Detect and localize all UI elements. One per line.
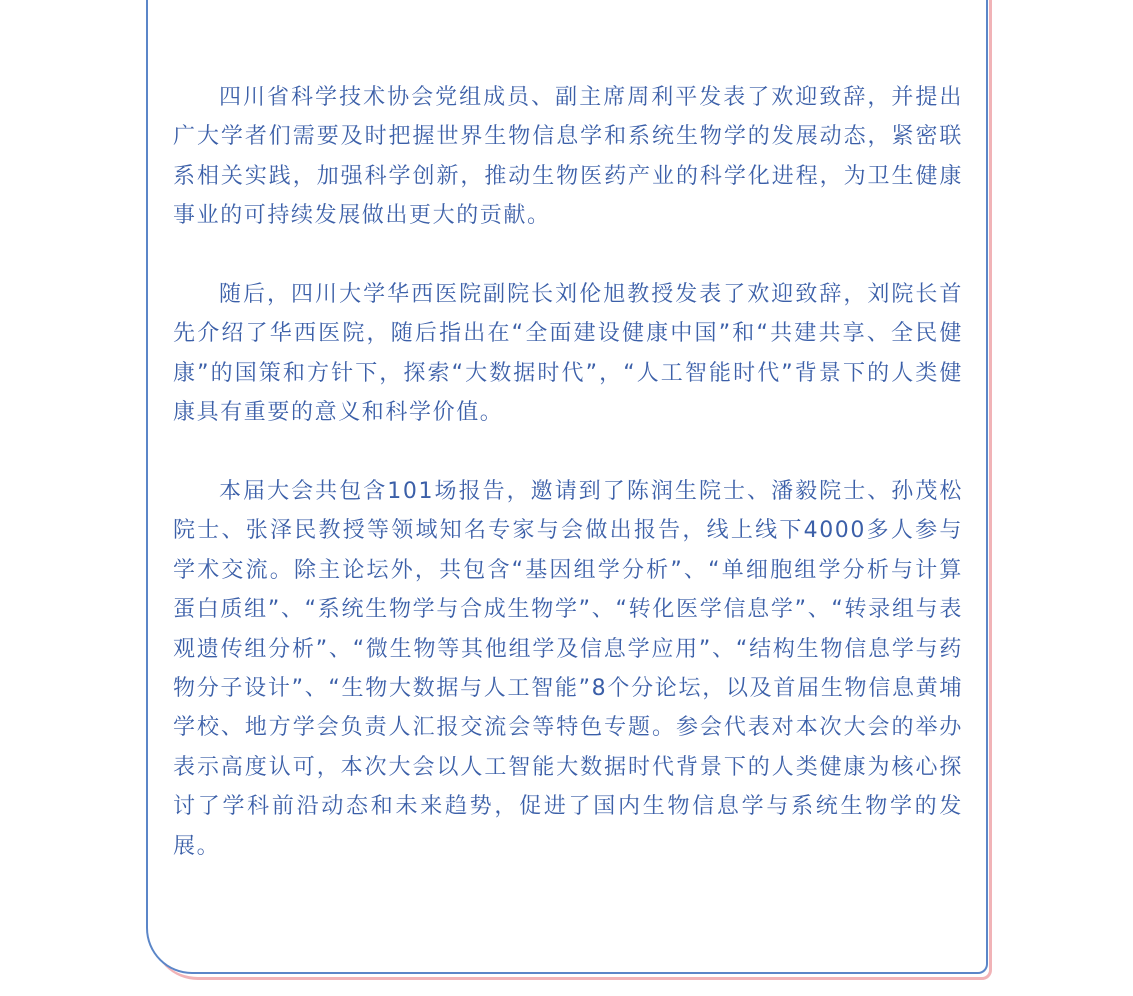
paragraph-welcome-speech-2: 随后，四川大学华西医院副院长刘伦旭教授发表了欢迎致辞，刘院长首先介绍了华西医院，随后指出在“全面建设健康中国”和“共建共享、全民健康”的国策和方针下，探索“大数据时代”，“人工智能时代”背景下的人类健康具有重要的意义和科学价值。 [173, 282, 963, 426]
article-body [173, 78, 963, 866]
paragraph-conference-summary: 本届大会共包含101场报告，邀请到了陈润生院士、潘毅院士、孙茂松院士、张泽民教授等领域知名专家与会做出报告，线上线下4000多人参与学术交流。除主论坛外，共包含“基因组学分析”、“单细胞组学分析与计算蛋白质组”、“系统生物学与合成生物学”、“转化医学信息学”、“转录组与表观遗传组分析”、“微生物等其他组学及信息学应用”、“结构生物信息学与药物分子设计”、“生物大数据与人工智能”8个分论坛，以及首届生物信息黄埔学校、地方学会负责人汇报交流会等特色专题。参会代表对本次大会的举办表示高度认可，本次大会以人工智能大数据时代背景下的人类健康为核心探讨了学科前沿动态和未来趋势，促进了国内生物信息学与系统生物学的发展。 [173, 479, 963, 859]
paragraph-welcome-speech-1: 四川省科学技术协会党组成员、副主席周利平发表了欢迎致辞，并提出广大学者们需要及时把握世界生物信息学和系统生物学的发展动态，紧密联系相关实践，加强科学创新，推动生物医药产业的科学化进程，为卫生健康事业的可持续发展做出更大的贡献。 [173, 85, 963, 229]
